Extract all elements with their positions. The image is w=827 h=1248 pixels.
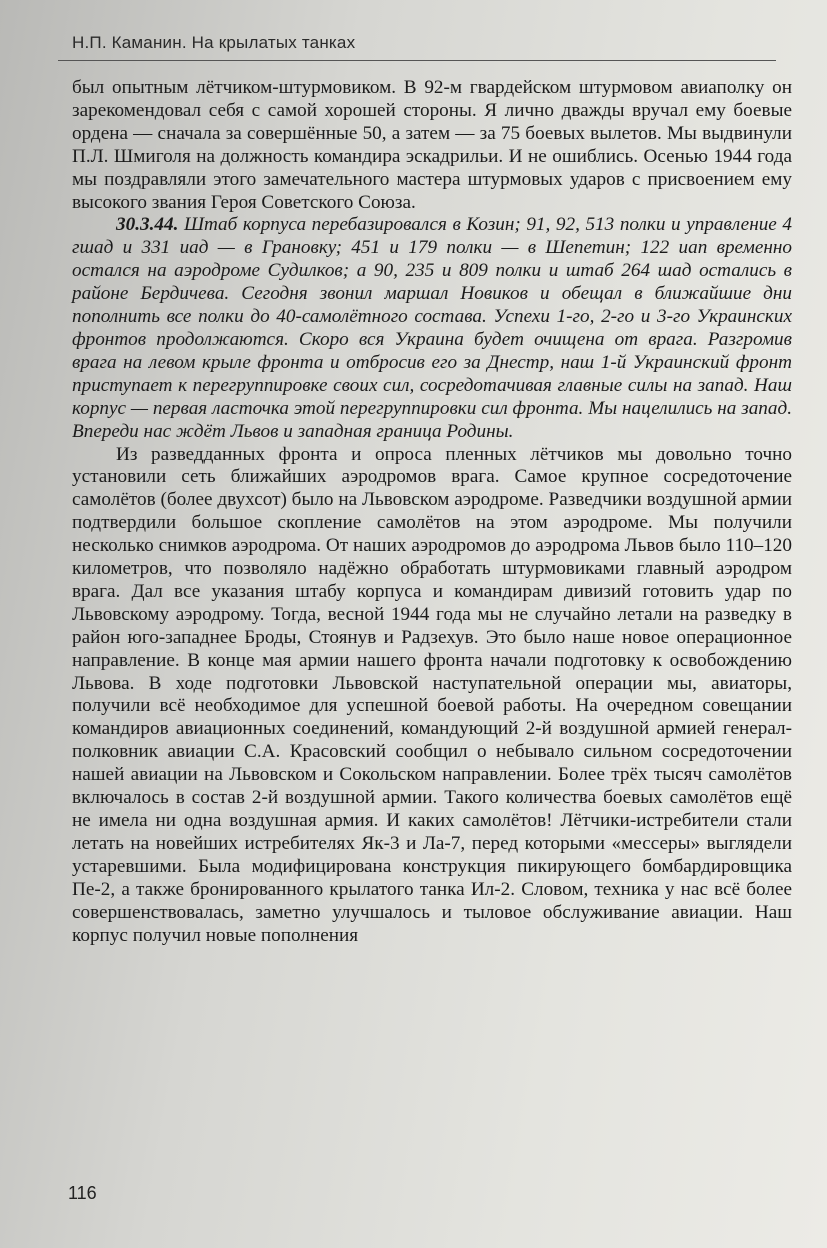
diary-entry-text: Штаб корпуса перебазировался в Козин; 91, 92, 513 полки и управление 4 гшад и 331 иад — в Грановку; 451 и 179 полки — в Шепетин; 122 иап временно остался на аэродроме Судилков; а 90, 235 и 809 полки и штаб 264 шад остались в районе Бердичева. Сегодня звонил маршал Новиков и обещал в ближайшие дни пополнить все полки до 40-самолётного состава. Успехи 1-го, 2-го и 3-го Украинских фронтов продолжаются. Скоро вся Украина будет очищена от врага. Разгромив врага на левом крыле фронта и отбросив его за Днестр, наш 1-й Украинский фронт приступает к перегруппировке своих сил, сосредотачивая главные силы на запад. Наш корпус — первая ласточка этой перегруппировки сил фронта. Мы нацелились на запад. Впереди нас ждёт Львов и западная граница Родины. (72, 214, 793, 442)
main-paragraph: Из разведданных фронта и опроса пленных лётчиков мы довольно точно установили сеть ближайших аэродромов врага. Самое крупное сосредоточение самолётов (более двухсот) было на Львовском аэродроме. Разведчики воздушной армии подтвердили большое скопление самолётов на этом аэродроме. Мы получили несколько снимков аэродрома. От наших аэродромов до аэродрома Львов было 110–120 километров, что позволяло надёжно обработать штурмовиками главный аэродром врага. Дал все указания штабу корпуса и командирам дивизий готовить удар по Львовскому аэродрому. Тогда, весной 1944 года мы не случайно летали на разведку в район юго-западнее Броды, Стоянув и Радзехув. Это было наше новое операционное направление. В конце мая армии нашего фронта начали подготовку к освобождению Львова. В ходе подготовки Львовской наступательной операции мы, авиаторы, получили всё необходимое для успешной боевой работы. На очередном совещании командиров авиационных соединений, командующий 2-й воздушной армией генерал-полковник авиации С.А. Красовский сообщил о небывало сильном сосредоточении нашей авиации на Львовском и Сокольском направлении. Более трёх тысяч самолётов включалось в состав 2-й воздушной армии. Такого количества боевых самолётов ещё не имела ни одна воздушная армия. И каких самолётов! Лётчики-истребители стали летать на новейших истребителях Як-3 и Ла-7, перед которыми «мессеры» выглядели устаревшими. Была модифицирована конструкция пикирующего бомбардировщика Пе-2, а также бронированного крылатого танка Ил-2. Словом, техника у нас всё более совершенствовалась, заметно улучшалось и тыловое обслуживание авиации. Наш корпус получил новые пополнения (72, 443, 792, 946)
header-rule (58, 60, 776, 61)
page-number: 116 (68, 1183, 97, 1203)
page-body (72, 77, 792, 947)
opening-paragraph: был опытным лётчиком-штурмовиком. В 92-м гвардейском штурмовом авиаполку он зарекомендовал себя с самой хорошей стороны. Я лично дважды вручал ему боевые ордена — сначала за совершённые 50, а затем — за 75 боевых вылетов. Мы выдвинули П.Л. Шмиголя на должность командира эскадрильи. И не ошиблись. Осенью 1944 года мы поздравляли этого замечательного мастера штурмовых ударов с присвоением ему высокого звания Героя Советского Союза. (72, 77, 792, 213)
running-head: Н.П. Каманин. На крылатых танках (72, 33, 356, 52)
diary-entry (72, 214, 792, 443)
diary-entry-date: 30.3.44. (116, 214, 179, 236)
